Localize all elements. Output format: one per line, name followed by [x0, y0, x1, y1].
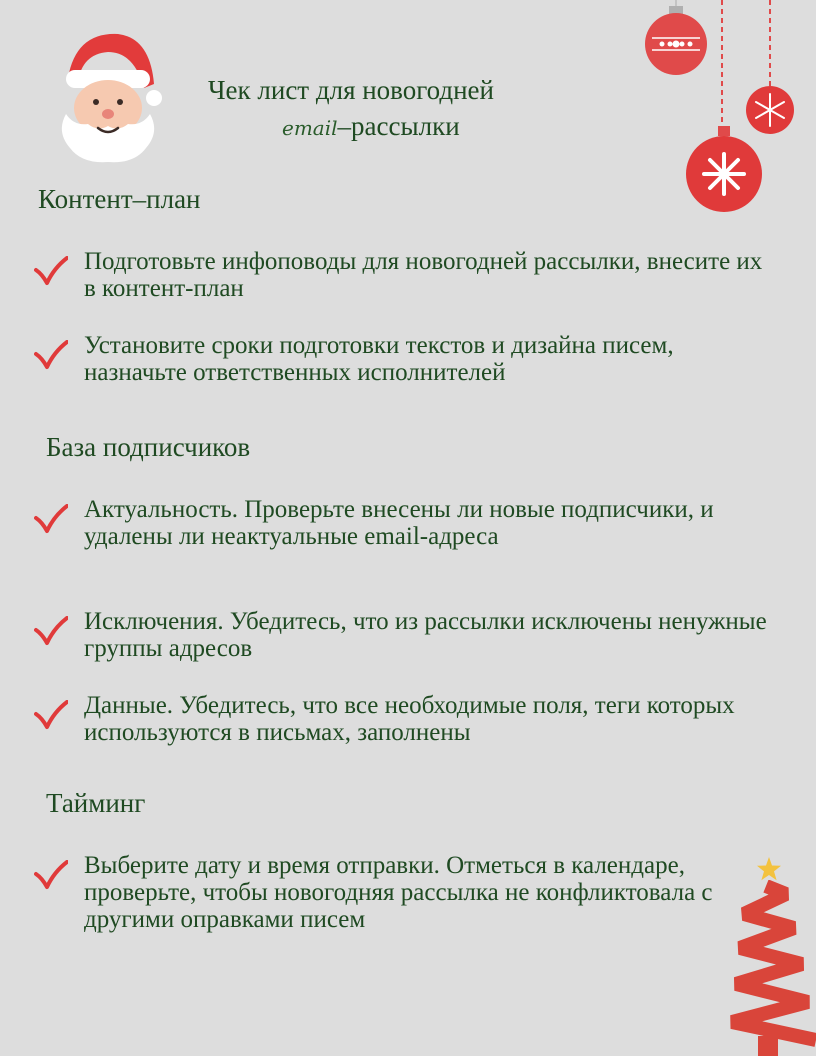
section-heading-timing: Тайминг [46, 788, 146, 818]
checklist-item-text: Установите сроки подготовки текстов и дизайна писем, назначьте ответственных исполнителей [84, 332, 674, 386]
section-heading-subscribers: База подписчиков [46, 432, 251, 462]
checkmark-icon [34, 700, 68, 730]
title-line-2-rest: –рассылки [337, 111, 460, 141]
section-heading-content-plan: Контент–план [38, 184, 201, 214]
checkmark-icon [34, 256, 68, 286]
star-icon [756, 856, 782, 882]
christmas-ornament-icon [640, 0, 712, 80]
title-line-2 [208, 108, 588, 146]
title-email-word: email [282, 116, 338, 140]
checkmark-icon [34, 860, 68, 890]
santa-claus-icon [48, 22, 164, 164]
checkmark-icon [34, 616, 68, 646]
checklist-item-text: Данные. Убедитесь, что все необходимые поля, теги которых используются в письмах, заполнены [84, 692, 735, 746]
checkmark-icon [34, 340, 68, 370]
checklist-item-text: Выберите дату и время отправки. Отметься в календаре, проверьте, чтобы новогодняя рассылка не конфликтовала с другими оправками писем [84, 852, 713, 933]
christmas-tree-icon [722, 880, 816, 1056]
title-line-1: Чек лист для новогодней [208, 75, 494, 105]
document-title [208, 72, 588, 146]
checkmark-icon [34, 504, 68, 534]
checklist-item-text: Актуальность. Проверьте внесены ли новые подписчики, и удалены ли неактуальные email-адреса [84, 496, 714, 550]
checklist-item-text: Исключения. Убедитесь, что из рассылки исключены ненужные группы адресов [84, 608, 767, 662]
checklist-item-text: Подготовьте инфоповоды для новогодней рассылки, внесите их в контент-план [84, 248, 763, 302]
christmas-ornament-icon [682, 126, 766, 214]
